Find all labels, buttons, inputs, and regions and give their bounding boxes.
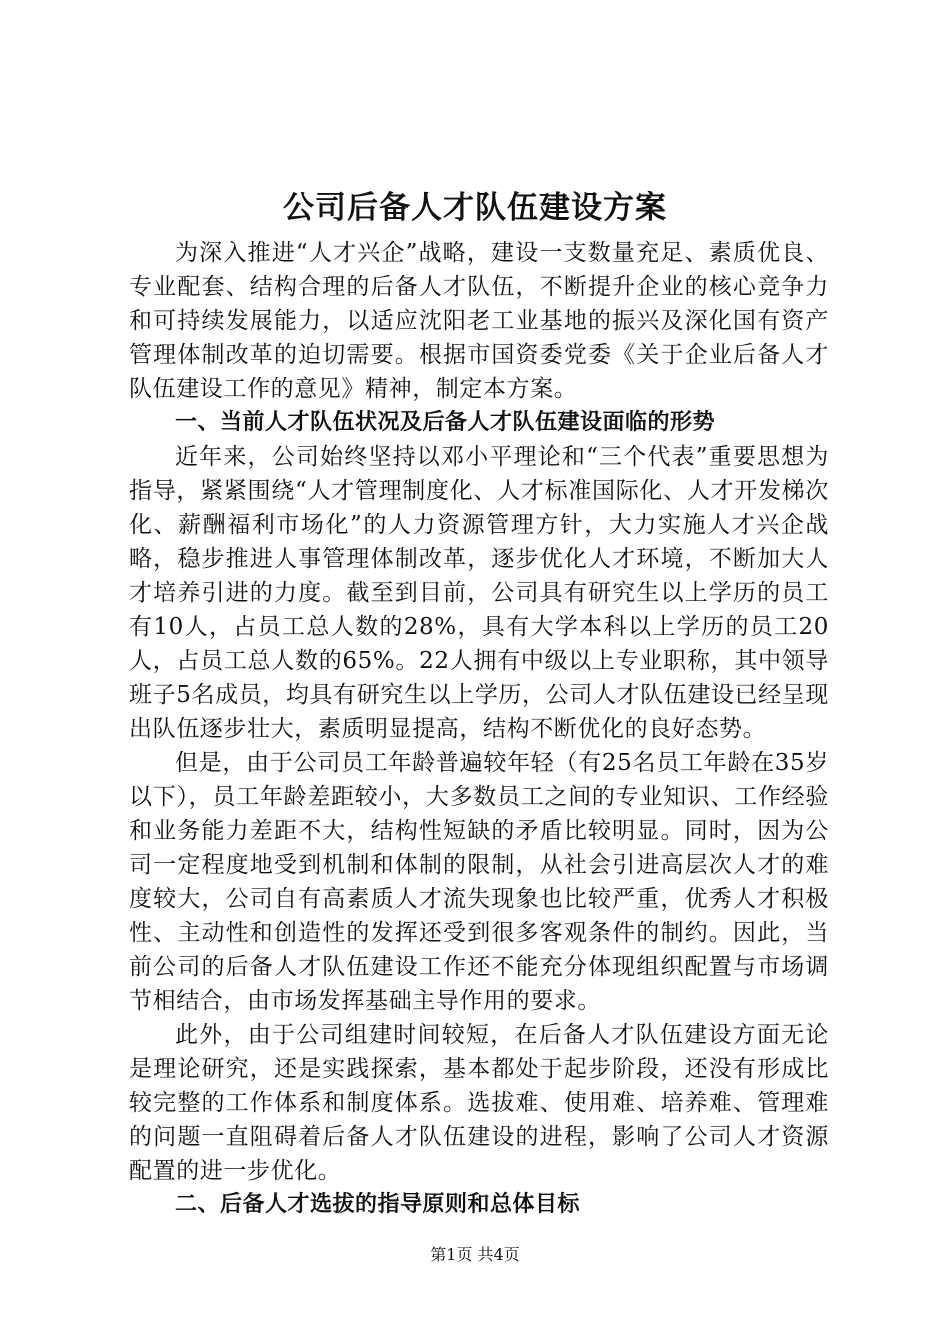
- section1-paragraph-2: 但是，由于公司员工年龄普遍较年轻（有25名员工年龄在35岁以下），员工年龄差距较小，大多数员工之间的专业知识、工作经验和业务能力差距不大，结构性短缺的矛盾比较明显。同时，因为公司一定程度地受到机制和体制的限制，从社会引进高层次人才的难度较大，公司自有高素质人才流失现象也比较严重，优秀人才积极性、主动性和创造性的发挥还受到很多客观条件的制约。因此，当前公司的后备人才队伍建设工作还不能充分体现组织配置与市场调节相结合，由市场发挥基础主导作用的要求。: [129, 750, 829, 1014]
- section1-paragraph-1: 近年来，公司始终坚持以邓小平理论和“三个代表”重要思想为指导，紧紧围绕“人才管理制度化、人才标准国际化、人才开发梯次化、薪酬福利市场化”的人力资源管理方针，大力实施人才兴企战略，稳步推进人事管理体制改革，逐步优化人才环境，不断加大人才培养引进的力度。截至到目前，公司具有研究生以上学历的员工有10人，占员工总人数的28%，具有大学本科以上学历的员工20人，占员工总人数的65%。22人拥有中级以上专业职称，其中领导班子5名成员，均具有研究生以上学历，公司人才队伍建设已经呈现出队伍逐步壮大，素质明显提高，结构不断优化的良好态势。: [129, 444, 829, 742]
- document-body: [129, 236, 829, 1222]
- page-footer: 第1页 共4页: [430, 1245, 520, 1264]
- section1-paragraph-3: 此外，由于公司组建时间较短，在后备人才队伍建设方面无论是理论研究，还是实践探索，基本都处于起步阶段，还没有形成比较完整的工作体系和制度体系。选拔难、使用难、培养难、管理难的问题一直阻碍着后备人才队伍建设的进程，影响了公司人才资源配置的进一步优化。: [129, 1022, 829, 1184]
- section-heading-1: 一、当前人才队伍状况及后备人才队伍建设面临的形势: [175, 410, 716, 435]
- intro-paragraph: 为深入推进“人才兴企”战略，建设一支数量充足、素质优良、专业配套、结构合理的后备人才队伍，不断提升企业的核心竞争力和可持续发展能力，以适应沈阳老工业基地的振兴及深化国有资产管理体制改革的迫切需要。根据市国资委党委《关于企业后备人才队伍建设工作的意见》精神，制定本方案。: [129, 240, 829, 402]
- document-title: 公司后备人才队伍建设方案: [283, 190, 667, 226]
- section-heading-2: 二、后备人才选拔的指导原则和总体目标: [175, 1192, 581, 1217]
